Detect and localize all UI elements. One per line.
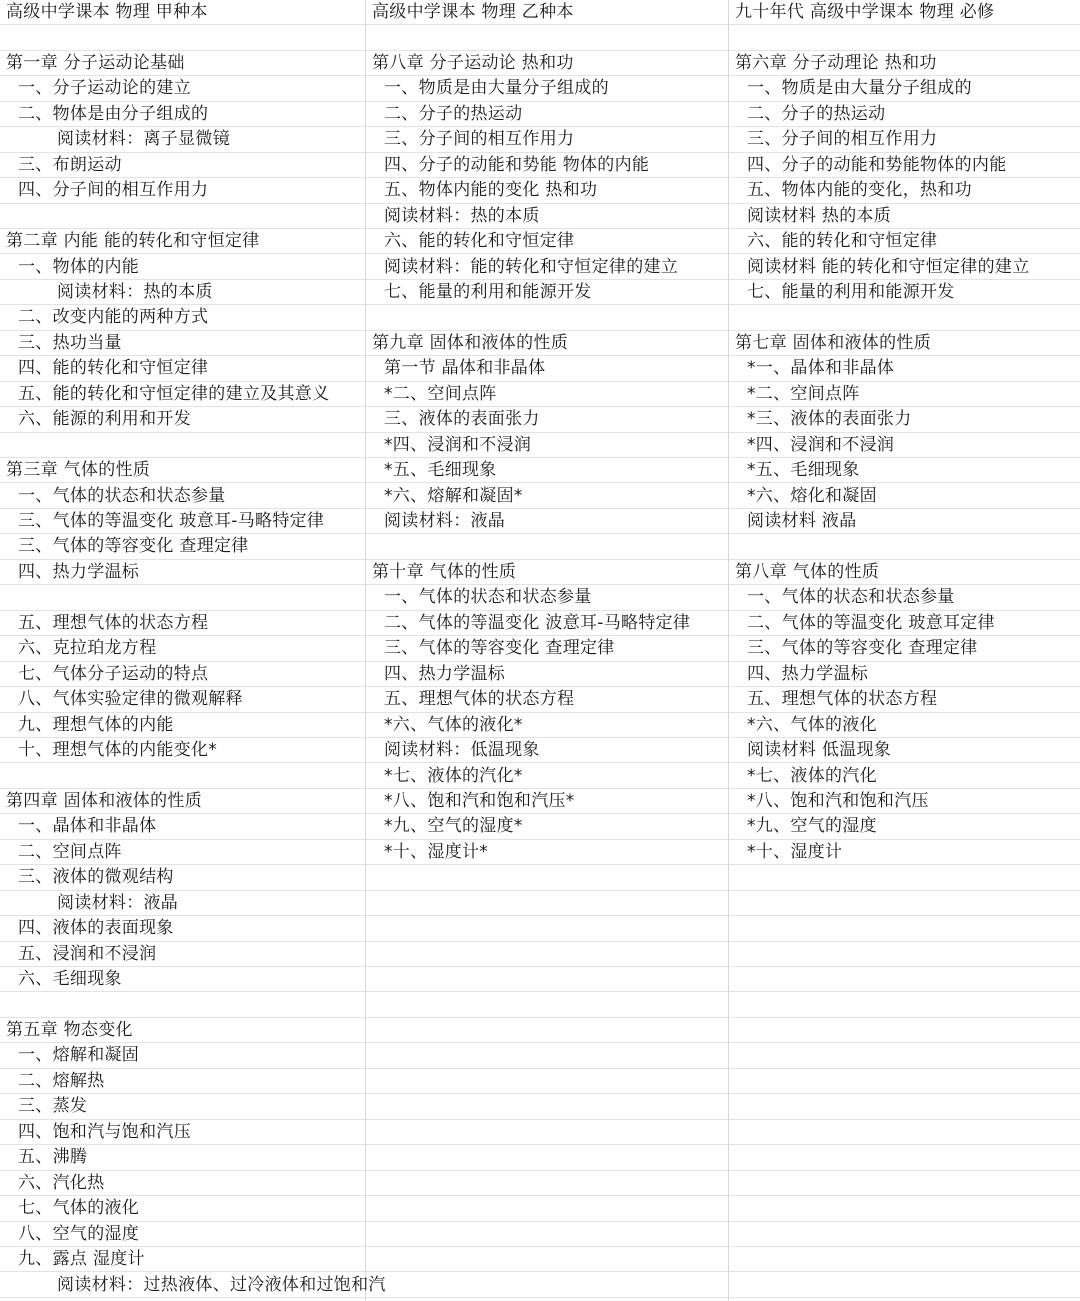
blank-row (729, 25, 1080, 50)
blank-row (729, 865, 1080, 890)
reading-material-item (366, 738, 728, 763)
list-item-text: 六、克拉珀龙方程 (18, 638, 157, 659)
list-item (366, 662, 728, 687)
list-item (366, 713, 728, 738)
list-item (0, 305, 365, 330)
chapter-title-text: 第九章 固体和液体的性质 (372, 332, 569, 353)
blank-row (729, 1069, 1080, 1094)
list-item-text: 三、气体的等容变化 查理定律 (747, 638, 978, 659)
list-item (0, 713, 365, 738)
list-item (729, 585, 1080, 610)
chapter-title (366, 331, 728, 356)
column-header-text: 高级中学课本 物理 乙种本 (372, 2, 574, 22)
list-item-text: 一、气体的状态和状态参量 (384, 587, 592, 608)
list-item-text: 六、能的转化和守恒定律 (384, 231, 575, 252)
list-item (366, 484, 728, 509)
list-item (729, 764, 1080, 789)
blank-row (0, 204, 365, 229)
chapter-title-text: 第六章 分子动理论 热和功 (735, 52, 937, 73)
blank-row (366, 891, 728, 916)
list-item (729, 484, 1080, 509)
list-item (0, 738, 365, 763)
list-item-text: 一、熔解和凝固 (18, 1045, 140, 1066)
list-item-text: *四、浸润和不浸润 (747, 434, 895, 455)
list-item-text: 四、饱和汽与饱和汽压 (18, 1121, 191, 1142)
list-item-text: *六、熔解和凝固* (384, 485, 523, 506)
reading-material-item (366, 204, 728, 229)
list-item-text: 三、气体的等温变化 玻意耳-马略特定律 (18, 511, 325, 531)
chapter-title-text: 第五章 物态变化 (6, 1020, 133, 1040)
list-item-text: 五、物体内能的变化，热和功 (747, 180, 972, 201)
chapter-title (0, 229, 365, 254)
list-item-text: *五、毛细现象 (747, 460, 860, 481)
reading-material-item (0, 1273, 386, 1298)
list-item-text: 三、蒸发 (18, 1096, 88, 1117)
blank-row (729, 1018, 1080, 1043)
list-item (0, 509, 365, 534)
reading-material-item (729, 738, 1080, 763)
list-item (366, 814, 728, 839)
list-item-text: 一、气体的状态和状态参量 (747, 587, 955, 608)
list-item (0, 560, 365, 585)
blank-row (0, 433, 365, 458)
reading-material-item (0, 891, 365, 916)
list-item (366, 76, 728, 101)
list-item-text: *四、浸润和不浸润 (384, 434, 532, 455)
blank-row (729, 967, 1080, 992)
list-item (729, 662, 1080, 687)
list-item (0, 1196, 365, 1221)
list-item-text: *六、熔化和凝固 (747, 485, 877, 506)
reading-material-item-text: 阅读材料：能的转化和守恒定律的建立 (384, 256, 679, 277)
list-item-text: *六、气体的液化 (747, 714, 877, 735)
blank-row (729, 916, 1080, 941)
list-item-text: 三、气体的等容变化 查理定律 (384, 638, 615, 659)
reading-material-item (729, 204, 1080, 229)
blank-row (366, 916, 728, 941)
list-item-text: 四、分子的动能和势能 物体的内能 (384, 154, 650, 175)
chapter-title (0, 51, 365, 76)
list-item-text: 六、能的转化和守恒定律 (747, 231, 938, 252)
list-item-text: 六、毛细现象 (18, 969, 122, 990)
list-item-text: 五、理想气体的状态方程 (747, 689, 938, 710)
list-item-text: *三、液体的表面张力 (747, 409, 912, 430)
list-item (0, 840, 365, 865)
list-item (0, 331, 365, 356)
list-item-text: 三、气体的等容变化 查理定律 (18, 536, 249, 557)
list-item-text: *八、饱和汽和饱和汽压* (384, 790, 575, 811)
list-item (729, 229, 1080, 254)
list-item (366, 611, 728, 636)
list-item-text: 六、汽化热 (18, 1172, 105, 1193)
blank-row (729, 1247, 1080, 1272)
list-item-text: 一、分子运动论的建立 (18, 78, 191, 99)
blank-row (0, 764, 365, 789)
list-item-text: 一、气体的状态和状态参量 (18, 485, 226, 506)
list-item (366, 636, 728, 661)
list-item (729, 153, 1080, 178)
reading-material-item (729, 509, 1080, 534)
list-item-text: 三、分子间的相互作用力 (384, 129, 575, 150)
blank-row (0, 993, 365, 1018)
list-item-text: 三、液体的表面张力 (384, 409, 540, 430)
list-item-text: 二、气体的等温变化 波意耳-马略特定律 (384, 612, 691, 633)
list-item (0, 102, 365, 127)
blank-row (366, 993, 728, 1018)
list-item-text: 五、沸腾 (18, 1147, 88, 1168)
list-item (729, 127, 1080, 152)
blank-row (366, 942, 728, 967)
list-item-text: 七、能量的利用和能源开发 (384, 281, 592, 302)
blank-row (729, 1273, 1080, 1298)
list-item (366, 840, 728, 865)
chapter-title-text: 第三章 气体的性质 (6, 460, 151, 481)
list-item (729, 433, 1080, 458)
blank-row (366, 1069, 728, 1094)
list-item-text: 一、物体的内能 (18, 256, 140, 277)
list-item-text: 六、能源的利用和开发 (18, 409, 191, 430)
list-item-text: *九、空气的湿度* (384, 816, 523, 837)
list-item-text: 三、液体的微观结构 (18, 867, 174, 888)
list-item-text: 五、理想气体的状态方程 (384, 689, 575, 710)
list-item (366, 127, 728, 152)
list-item-text: 二、物体是由分子组成的 (18, 103, 209, 124)
list-item-text: 二、改变内能的两种方式 (18, 307, 209, 328)
list-item-text: 四、能的转化和守恒定律 (18, 358, 209, 379)
chapter-title (366, 51, 728, 76)
chapter-title (0, 458, 365, 483)
reading-material-item-text: 阅读材料：热的本质 (57, 281, 213, 302)
reading-material-item-text: 阅读材料 低温现象 (747, 740, 892, 761)
list-item (366, 382, 728, 407)
list-item (0, 636, 365, 661)
blank-row (366, 1094, 728, 1119)
list-item-text: 二、气体的等温变化 玻意耳定律 (747, 612, 995, 633)
list-item-text: *五、毛细现象 (384, 460, 497, 481)
list-item (0, 484, 365, 509)
list-item (366, 102, 728, 127)
list-item-text: 七、能量的利用和能源开发 (747, 281, 955, 302)
list-item (729, 840, 1080, 865)
blank-row (366, 1171, 728, 1196)
list-item (0, 865, 365, 890)
list-item (729, 407, 1080, 432)
list-item-text: 二、分子的热运动 (747, 103, 886, 124)
list-item (366, 433, 728, 458)
reading-material-item-text: 阅读材料：液晶 (57, 892, 179, 913)
list-item (0, 1145, 365, 1170)
blank-row (366, 305, 728, 330)
reading-material-item-text: 阅读材料 能的转化和守恒定律的建立 (747, 256, 1030, 277)
list-item (0, 1222, 365, 1247)
blank-row (366, 25, 728, 50)
chapter-title (729, 560, 1080, 585)
list-item (0, 814, 365, 839)
reading-material-item-text: 阅读材料 热的本质 (747, 205, 892, 226)
list-item-text: 七、气体分子运动的特点 (18, 663, 209, 684)
list-item-text: 一、晶体和非晶体 (18, 816, 157, 837)
blank-row (729, 891, 1080, 916)
list-item-text: 四、热力学温标 (18, 561, 140, 582)
list-item-text: 三、热功当量 (18, 332, 122, 353)
blank-row (729, 1043, 1080, 1068)
list-item (0, 687, 365, 712)
blank-row (366, 1273, 728, 1298)
list-item (0, 1069, 365, 1094)
list-item-text: *十、湿度计* (384, 841, 489, 862)
list-item (0, 1247, 365, 1272)
list-item-text: 九、露点 湿度计 (18, 1249, 145, 1270)
blank-row (729, 1171, 1080, 1196)
list-item-text: *七、液体的汽化 (747, 765, 877, 786)
blank-row (366, 1120, 728, 1145)
list-item (366, 764, 728, 789)
list-item (0, 1094, 365, 1119)
column-header (0, 0, 365, 25)
list-item-text: 二、熔解热 (18, 1070, 105, 1091)
blank-row (366, 534, 728, 559)
list-item-text: 二、空间点阵 (18, 841, 122, 862)
blank-row (0, 25, 365, 50)
list-item-text: 四、分子的动能和势能物体的内能 (747, 154, 1007, 175)
list-item-text: 一、物质是由大量分子组成的 (747, 78, 972, 99)
list-item (366, 687, 728, 712)
list-item-text: *八、饱和汽和饱和汽压 (747, 790, 929, 811)
column-header (366, 0, 728, 25)
blank-row (366, 1247, 728, 1272)
list-item-text: *六、气体的液化* (384, 714, 523, 735)
blank-row (366, 1222, 728, 1247)
reading-material-item (0, 280, 365, 305)
blank-row (729, 534, 1080, 559)
list-item-text: 四、热力学温标 (384, 663, 506, 684)
list-item-text: 八、气体实验定律的微观解释 (18, 689, 243, 710)
list-item (366, 789, 728, 814)
list-item (0, 967, 365, 992)
column-header-text: 高级中学课本 物理 甲种本 (6, 2, 208, 22)
list-item-text: 五、物体内能的变化 热和功 (384, 180, 598, 201)
chapter-title (729, 51, 1080, 76)
list-item (729, 458, 1080, 483)
list-item-text: 十、理想气体的内能变化* (18, 740, 218, 761)
reading-material-item-text: 阅读材料：离子显微镜 (57, 129, 230, 150)
list-item-text: 第一节 晶体和非晶体 (384, 358, 546, 379)
list-item (0, 76, 365, 101)
blank-row (366, 865, 728, 890)
list-item (0, 1171, 365, 1196)
list-item-text: *七、液体的汽化* (384, 765, 523, 786)
list-item (366, 458, 728, 483)
reading-material-item (729, 255, 1080, 280)
list-item-text: 九、理想气体的内能 (18, 714, 174, 735)
list-item (729, 178, 1080, 203)
blank-row (366, 967, 728, 992)
list-item (366, 178, 728, 203)
chapter-title (0, 1018, 365, 1043)
reading-material-item-text: 阅读材料：热的本质 (384, 205, 540, 226)
list-item-text: 五、浸润和不浸润 (18, 943, 157, 964)
list-item-text: 三、分子间的相互作用力 (747, 129, 938, 150)
list-item (0, 178, 365, 203)
blank-row (729, 993, 1080, 1018)
list-item-text: 四、热力学温标 (747, 663, 869, 684)
list-item (729, 382, 1080, 407)
blank-row (366, 1043, 728, 1068)
chapter-title-text: 第十章 气体的性质 (372, 561, 517, 582)
list-item (366, 280, 728, 305)
blank-row (729, 1120, 1080, 1145)
list-item (729, 814, 1080, 839)
list-item-text: 三、布朗运动 (18, 154, 122, 175)
list-item-text: *二、空间点阵 (747, 383, 860, 404)
column-nineties-edition (729, 0, 1080, 1301)
blank-row (0, 585, 365, 610)
blank-row (729, 1145, 1080, 1170)
chapter-title-text: 第一章 分子运动论基础 (6, 52, 185, 73)
chapter-title (366, 560, 728, 585)
column-jia-edition (0, 0, 386, 1301)
column-yi-edition (366, 0, 729, 1301)
list-item-text: *九、空气的湿度 (747, 816, 877, 837)
list-item (0, 611, 365, 636)
list-item (366, 407, 728, 432)
list-item (0, 534, 365, 559)
list-item (0, 942, 365, 967)
chapter-title-text: 第八章 分子运动论 热和功 (372, 52, 574, 73)
list-item-text: *二、空间点阵 (384, 383, 497, 404)
list-item (729, 687, 1080, 712)
list-item (729, 280, 1080, 305)
list-item-text: 七、气体的液化 (18, 1198, 140, 1219)
chapter-title-text: 第二章 内能 能的转化和守恒定律 (6, 231, 260, 252)
list-item (366, 356, 728, 381)
blank-row (366, 1145, 728, 1170)
column-header (729, 0, 1080, 25)
list-item (0, 1120, 365, 1145)
list-item (0, 916, 365, 941)
chapter-title-text: 第七章 固体和液体的性质 (735, 332, 932, 353)
list-item (729, 356, 1080, 381)
list-item (0, 1043, 365, 1068)
list-item (366, 585, 728, 610)
list-item (0, 255, 365, 280)
list-item (729, 611, 1080, 636)
list-item (0, 382, 365, 407)
list-item (729, 102, 1080, 127)
list-item-text: *一、晶体和非晶体 (747, 358, 895, 379)
column-header-text: 九十年代 高级中学课本 物理 必修 (735, 2, 995, 22)
list-item-text: 五、能的转化和守恒定律的建立及其意义 (18, 383, 330, 404)
chapter-title-text: 第八章 气体的性质 (735, 561, 880, 582)
list-item (0, 356, 365, 381)
list-item-text: 四、分子间的相互作用力 (18, 180, 209, 201)
list-item-text: 八、空气的湿度 (18, 1223, 140, 1244)
blank-row (366, 1018, 728, 1043)
reading-material-item-text: 阅读材料：低温现象 (384, 740, 540, 761)
chapter-title (729, 331, 1080, 356)
list-item (0, 153, 365, 178)
list-item (0, 662, 365, 687)
list-item (0, 407, 365, 432)
blank-row (729, 942, 1080, 967)
list-item-text: *十、湿度计 (747, 841, 843, 862)
blank-row (729, 305, 1080, 330)
blank-row (729, 1222, 1080, 1247)
list-item-text: 一、物质是由大量分子组成的 (384, 78, 609, 99)
reading-material-item-text: 阅读材料：液晶 (384, 511, 506, 531)
list-item-text: 四、液体的表面现象 (18, 918, 174, 939)
list-item-text: 五、理想气体的状态方程 (18, 612, 209, 633)
reading-material-item (0, 127, 365, 152)
blank-row (366, 1196, 728, 1221)
blank-row (729, 1196, 1080, 1221)
list-item (729, 713, 1080, 738)
list-item (729, 636, 1080, 661)
list-item (729, 789, 1080, 814)
reading-material-item-text: 阅读材料：过热液体、过冷液体和过饱和汽 (57, 1274, 386, 1295)
reading-material-item-text: 阅读材料 液晶 (747, 511, 857, 531)
reading-material-item (366, 255, 728, 280)
list-item-text: 二、分子的热运动 (384, 103, 523, 124)
list-item (366, 153, 728, 178)
list-item (729, 76, 1080, 101)
chapter-title-text: 第四章 固体和液体的性质 (6, 790, 203, 811)
blank-row (729, 1094, 1080, 1119)
list-item (366, 229, 728, 254)
reading-material-item (366, 509, 728, 534)
chapter-title (0, 789, 365, 814)
